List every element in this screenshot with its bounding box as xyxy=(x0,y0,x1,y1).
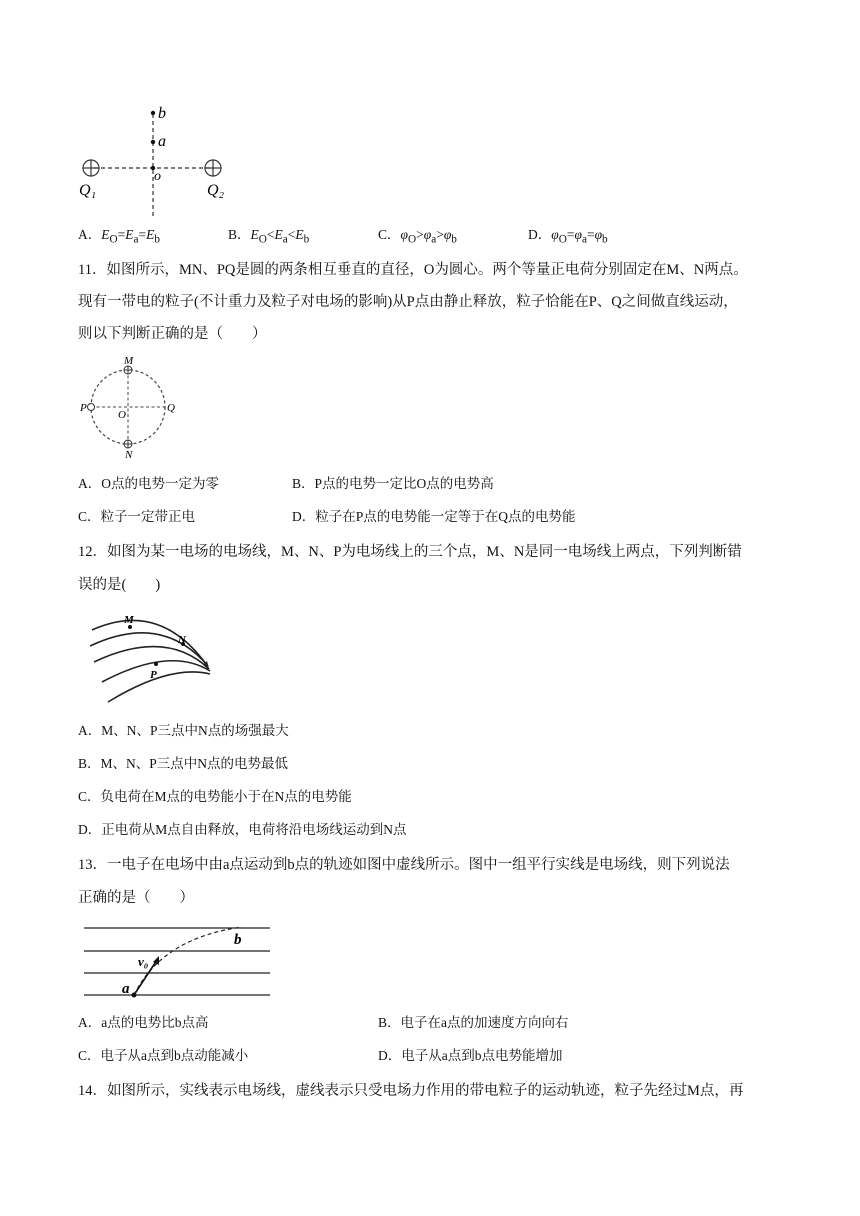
label-p: P xyxy=(150,669,157,681)
q12-option-d: D．正电荷从M点自由释放，电荷将沿电场线运动到N点 xyxy=(78,822,407,837)
label-m: M xyxy=(124,355,134,367)
q11-stem-line-1: 11．如图所示，MN、PQ是圆的两条相互垂直的直径，O为圆心。两个等量正电荷分别固定在M、N两点。 xyxy=(78,262,748,278)
label-b: b xyxy=(158,105,166,122)
label-n: N xyxy=(125,449,133,461)
q13-option-c: C．电子从a点到b点动能减小 xyxy=(78,1048,249,1063)
label-q1: Q₁ xyxy=(79,182,97,199)
label-q: Q xyxy=(167,402,175,414)
label-a: a xyxy=(122,981,130,997)
q13-option-d: D．电子从a点到b点电势能增加 xyxy=(378,1048,563,1063)
q11-option-a: A．O点的电势一定为零 xyxy=(78,476,219,491)
q12-stem-line-1: 12．如图为某一电场的电场线，M、N、P为电场线上的三个点，M、N是同一电场线上两点，下列判断错 xyxy=(78,544,742,560)
charge-q1-symbol xyxy=(83,160,99,176)
q10-option-b: B．$E_O<E_a<E_b$ xyxy=(228,227,310,246)
q12-option-c: C．负电荷在M点的电势能小于在N点的电势能 xyxy=(78,789,352,804)
label-q2: Q₂ xyxy=(207,182,225,199)
q10-option-a: A．$E_O=E_a=E_b$ xyxy=(78,227,160,246)
label-o: o xyxy=(154,169,161,184)
q10-option-d: D．$\varphi_O=\varphi_a=\varphi_b$ xyxy=(528,227,608,246)
label-a: a xyxy=(158,133,166,150)
q11-stem-line-2: 现有一带电的粒子(不计重力及粒子对电场的影响)从P点由静止释放，粒子恰能在P、Q之间做直线运动， xyxy=(78,294,738,310)
label-b: b xyxy=(234,932,242,948)
q11-stem-line-3: 则以下判断正确的是（ ） xyxy=(78,326,267,342)
figure-q10 xyxy=(76,100,236,220)
q13-option-a: A．a点的电势比b点高 xyxy=(78,1015,209,1030)
q11-option-b: B．P点的电势一定比O点的电势高 xyxy=(292,476,494,491)
q11-option-c: C．粒子一定带正电 xyxy=(78,509,196,524)
q13-stem-line-1: 13．一电子在电场中由a点运动到b点的轨迹如图中虚线所示。图中一组平行实线是电场线，则下列说法 xyxy=(78,857,730,873)
q12-option-a: A．M、N、P三点中N点的场强最大 xyxy=(78,723,289,738)
label-m: M xyxy=(124,614,134,626)
figure-q11 xyxy=(80,352,190,462)
figure-q12 xyxy=(84,600,224,708)
label-v0: v₀ xyxy=(138,954,149,969)
q12-option-b: B．M、N、P三点中N点的电势最低 xyxy=(78,756,289,771)
q12-stem-line-2: 误的是( ) xyxy=(78,577,161,593)
q11-option-d: D．粒子在P点的电势能一定等于在Q点的电势能 xyxy=(292,509,576,524)
q13-stem-line-2: 正确的是（ ） xyxy=(78,890,194,906)
charge-q2-symbol xyxy=(205,160,221,176)
figure-q13 xyxy=(84,920,274,1002)
label-p: P xyxy=(80,402,87,414)
q13-option-b: B．电子在a点的加速度方向向右 xyxy=(378,1015,569,1030)
q10-option-c: C．$\varphi_O>\varphi_a>\varphi_b$ xyxy=(378,227,457,246)
label-o: O xyxy=(118,409,126,421)
q14-stem-line-1: 14．如图所示，实线表示电场线，虚线表示只受电场力作用的带电粒子的运动轨迹，粒子先经过M点，再 xyxy=(78,1083,744,1099)
label-n: N xyxy=(178,634,186,646)
